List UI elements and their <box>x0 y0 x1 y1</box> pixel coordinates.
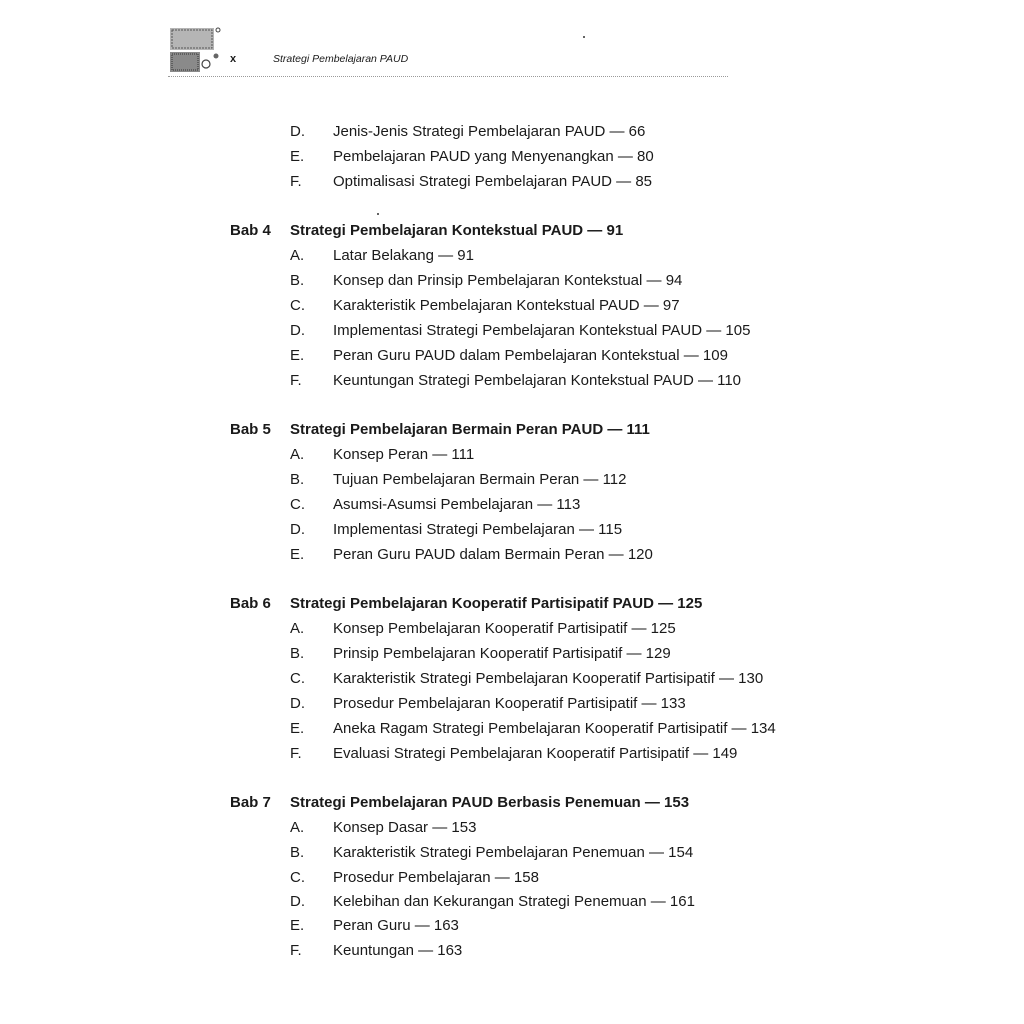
entry-title: Evaluasi Strategi Pembelajaran Kooperatif Partisipatif — 149 <box>333 745 738 762</box>
entry-title: Aneka Ragam Strategi Pembelajaran Kooperatif Partisipatif — 134 <box>333 720 776 737</box>
entry-title: Implementasi Strategi Pembelajaran Kontekstual PAUD — 105 <box>333 322 751 339</box>
entry-letter: B. <box>290 645 305 662</box>
entry-title: Tujuan Pembelajaran Bermain Peran — 112 <box>333 471 627 488</box>
entry-letter: C. <box>290 869 305 886</box>
entry-letter: D. <box>290 123 305 140</box>
entry-title: Peran Guru PAUD dalam Bermain Peran — 120 <box>333 546 653 563</box>
entry-title: Latar Belakang — 91 <box>333 247 474 264</box>
entry-letter: F. <box>290 372 302 389</box>
toc-entry <box>0 494 1024 516</box>
toc-entry <box>0 270 1024 292</box>
entry-title: Optimalisasi Strategi Pembelajaran PAUD — 85 <box>333 173 653 190</box>
entry-title: Peran Guru — 163 <box>333 917 459 934</box>
entry-title: Keuntungan — 163 <box>333 942 463 959</box>
entry-letter: E. <box>290 546 305 563</box>
entry-letter: B. <box>290 272 305 289</box>
entry-letter: D. <box>290 695 305 712</box>
toc-entry <box>0 743 1024 765</box>
toc-entry <box>0 817 1024 839</box>
toc-entry <box>0 171 1024 193</box>
toc-entry <box>0 842 1024 864</box>
toc-entry <box>0 618 1024 640</box>
entry-title: Konsep Pembelajaran Kooperatif Partisipatif — 125 <box>333 620 676 637</box>
entry-title: Pembelajaran PAUD yang Menyenangkan — 80 <box>333 148 654 165</box>
toc-entry <box>0 544 1024 566</box>
chapter-heading <box>0 419 1024 441</box>
entry-title: Karakteristik Strategi Pembelajaran Kooperatif Partisipatif — 130 <box>333 670 764 687</box>
entry-letter: E. <box>290 148 305 165</box>
entry-letter: D. <box>290 893 305 910</box>
toc-entry <box>0 146 1024 168</box>
entry-letter: B. <box>290 844 305 861</box>
chapter-title: Strategi Pembelajaran Kontekstual PAUD — 91 <box>290 222 624 239</box>
chapter-label: Bab 6 <box>230 595 271 612</box>
chapter-title: Strategi Pembelajaran Kooperatif Partisipatif PAUD — 125 <box>290 595 703 612</box>
toc-entry <box>0 643 1024 665</box>
chapter-label: Bab 5 <box>230 421 271 438</box>
entry-title: Asumsi-Asumsi Pembelajaran — 113 <box>333 496 581 513</box>
toc-entry <box>0 693 1024 715</box>
entry-letter: F. <box>290 942 302 959</box>
entry-letter: F. <box>290 173 302 190</box>
toc-entry <box>0 668 1024 690</box>
entry-letter: A. <box>290 247 305 264</box>
entry-letter: A. <box>290 620 305 637</box>
toc-entry <box>0 320 1024 342</box>
entry-title: Jenis-Jenis Strategi Pembelajaran PAUD — 66 <box>333 123 646 140</box>
entry-letter: E. <box>290 720 305 737</box>
entry-letter: E. <box>290 917 305 934</box>
entry-letter: C. <box>290 496 305 513</box>
running-title: Strategi Pembelajaran PAUD <box>273 53 409 65</box>
chapter-heading <box>0 220 1024 242</box>
entry-letter: E. <box>290 347 305 364</box>
toc-entry <box>0 915 1024 937</box>
chapter-heading <box>0 792 1024 814</box>
toc-entry <box>0 469 1024 491</box>
entry-title: Kelebihan dan Kekurangan Strategi Penemuan — 161 <box>333 893 695 910</box>
toc-entry <box>0 444 1024 466</box>
chapter-title: Strategi Pembelajaran PAUD Berbasis Penemuan — 153 <box>290 794 690 811</box>
page-number-roman: x <box>230 53 237 65</box>
chapter-label: Bab 4 <box>230 222 271 239</box>
toc-entry <box>0 370 1024 392</box>
toc-entry <box>0 940 1024 962</box>
entry-title: Konsep dan Prinsip Pembelajaran Kontekstual — 94 <box>333 272 683 289</box>
entry-letter: D. <box>290 322 305 339</box>
entry-title: Karakteristik Strategi Pembelajaran Penemuan — 154 <box>333 844 694 861</box>
entry-title: Konsep Peran — 111 <box>333 446 475 463</box>
toc-entry <box>0 867 1024 889</box>
entry-letter: D. <box>290 521 305 538</box>
entry-letter: F. <box>290 745 302 762</box>
entry-letter: A. <box>290 819 305 836</box>
toc-entry <box>0 519 1024 541</box>
entry-title: Peran Guru PAUD dalam Pembelajaran Kontekstual — 109 <box>333 347 728 364</box>
toc-entry <box>0 121 1024 143</box>
entry-letter: B. <box>290 471 305 488</box>
toc-entry <box>0 891 1024 913</box>
toc-entry <box>0 718 1024 740</box>
toc-entry <box>0 245 1024 267</box>
chapter-label: Bab 7 <box>230 794 271 811</box>
chapter-heading <box>0 593 1024 615</box>
entry-letter: A. <box>290 446 305 463</box>
entry-title: Prinsip Pembelajaran Kooperatif Partisipatif — 129 <box>333 645 671 662</box>
toc-entry <box>0 295 1024 317</box>
entry-title: Prosedur Pembelajaran Kooperatif Partisipatif — 133 <box>333 695 686 712</box>
entry-title: Implementasi Strategi Pembelajaran — 115 <box>333 521 623 538</box>
entry-letter: C. <box>290 297 305 314</box>
entry-title: Konsep Dasar — 153 <box>333 819 477 836</box>
entry-title: Karakteristik Pembelajaran Kontekstual PAUD — 97 <box>333 297 680 314</box>
entry-title: Keuntungan Strategi Pembelajaran Kontekstual PAUD — 110 <box>333 372 742 389</box>
toc-entry <box>0 345 1024 367</box>
entry-title: Prosedur Pembelajaran — 158 <box>333 869 539 886</box>
entry-letter: C. <box>290 670 305 687</box>
chapter-title: Strategi Pembelajaran Bermain Peran PAUD — 111 <box>290 421 650 438</box>
